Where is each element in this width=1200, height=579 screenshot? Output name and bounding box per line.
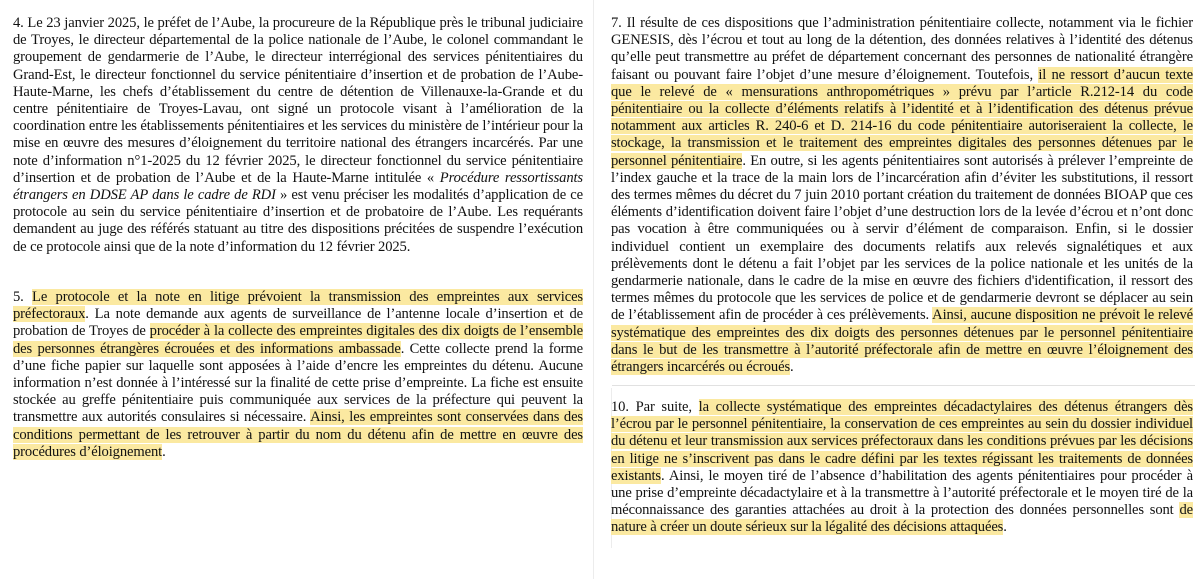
highlight: il ne ressort d’aucun texte que le relevé de « mensurations anthropométriques » prévu par l’article R.212-14 du code pénitentiaire ou la collecte d’éléments relatifs à l’identité et à l’identification des détenus prévue notamment aux articles R. 240-6 et D. 214-16 du code pénitentiaire autoriseraient la collecte, le stockage, la transmission et le traitement des empreintes digitales des personnes détenues par le personnel pénitentiaire <box>611 66 1194 169</box>
paragraph-text: 10. Par suite, <box>611 399 699 415</box>
paragraph-7 <box>611 15 1193 376</box>
divider <box>612 385 1195 386</box>
highlight: Le protocole et la note en litige prévoient la transmission des empreintes aux services préfectoraux <box>13 289 583 323</box>
highlight: la collecte systématique des empreintes décadactylaires des détenus étrangers dès l’écrou par le personnel pénitentiaire, la conservation de ces empreintes au sein du dossier individuel du détenu et leur transmission aux services préfectoraux dans les conditions prévues par les décisions en litige ne s’inscrivent pas dans le cadre défini par les textes régissant les traitements de données existants <box>611 399 1193 484</box>
paragraph-text: . La note demande aux agents de surveillance de l’antenne locale d’insertion et de probation de Troyes de <box>13 306 583 340</box>
paragraph-4-text: 4. Le 23 janvier 2025, le préfet de l’Aube, la procureure de la République près le tribunal judiciaire de Troyes, le directeur départemental de la police nationale de l’Aube, le colonel commandant le groupement de gendarmerie de l’Aube, le directeur interrégional des services pénitentiaires du Grand-Est, le directeur fonctionnel du service pénitentiaire d’insertion et de probation de l’Aube-Haute-Marne, les chefs d’établissement du centre de détention de Villenauxe-la-Grande et du centre pénitentiaire de Troyes-Lavau, ont signé un protocole visant à l’amélioration de la coordination entre les établissements pénitentiaires et les services du ministère de l’intérieur pour la mise en œuvre des mesures d’éloignement du territoire national des étrangers incarcérés. Par une note d’information n°1-2025 du 12 février 2025, le directeur fonctionnel du service pénitentiaire d’insertion et de probation de l’Aube et de la Haute-Marne intitulée « <box>13 15 583 186</box>
paragraph-text: . Ainsi, le moyen tiré de l’absence d’habilitation des agents pénitentiaires pour procéder à une prise d’empreinte décadactylaire et à la transmettre à l’autorité préfectorale et le moyen tiré de la méconnaissance des garanties attachées au droit à la protection des données personnelles sont <box>611 467 1193 519</box>
paragraph-4 <box>13 15 583 256</box>
highlight: de nature à créer un doute sérieux sur la légalité des décisions attaquées <box>611 502 1193 536</box>
paragraph-text: . En outre, si les agents pénitentiaires sont autorisés à prélever l’empreinte de l’index gauche et la trace de la main lors de l’incarcération afin d’éviter les substitutions, il ressort des termes mêmes du décret du 7 juin 2010 portant création du traitement de données BIOAP que ces éléments d’identification doivent faire l’objet d’une destruction lors de la levée d’écrou et n’ont donc pas vocation à être communiquées ou à servir d’élément de comparaison. Enfin, si le dossier individuel contient un exemplaire des documents relatifs aux relevés signalétiques et aux prélèvements dont le détenu a fait l’objet par les services de la police nationale et les unités de la gendarmerie nationale, dans le cadre de la mise en œuvre des fichiers d'identification, il ressort des termes mêmes du protocole que les services de police et de gendarmerie devront se déplacer au sein de l’établissement afin de procéder à ces prélèvements. <box>611 152 1193 324</box>
note-title: Procédure ressortissants étrangers en DDSE AP dans le cadre de RDI <box>13 169 583 204</box>
column-separator <box>593 0 594 579</box>
paragraph-text: . Cette collecte prend la forme d’une fiche papier sur laquelle sont apposées à l’aide d’encre les empreintes du détenu. Aucune information n’est donnée à l’intéressé sur la finalité de cette prise d’empreinte. La fiche est ensuite stockée au greffe pénitentiaire puis communiquée aux services de la préfecture qui peuvent la transmettre aux autorités consulaires si nécessaire. <box>13 340 583 426</box>
paragraph-text: . <box>162 443 166 460</box>
paragraph-text: . <box>790 359 794 376</box>
paragraph-5 <box>13 289 583 461</box>
highlight: procéder à la collecte des empreintes digitales des dix doigts de l’ensemble des personnes étrangères écrouées et des informations ambassade <box>13 323 584 357</box>
paragraph-text: . <box>1003 519 1007 536</box>
highlight: Ainsi, aucune disposition ne prévoit le relevé systématique des empreintes des dix doigts des personnes détenues par le personnel pénitentiaire dans le but de les transmettre à l’autorité préfectorale afin de mettre en œuvre l’éloignement des étrangers incarcérés ou écroués <box>611 307 1193 376</box>
paragraph-text: 7. Il résulte de ces dispositions que l’administration pénitentiaire collecte, notamment via le fichier GENESIS, dès l’écrou et tout au long de la détention, des données relatives à l’identité des détenus qu’elle peut transmettre au préfet de département concernant des personnes de nationalité étrangère faisant ou pouvant faire l’objet d’une mesure d’éloignement. Toutefois, <box>611 15 1193 83</box>
paragraph-10 <box>611 399 1193 537</box>
highlight: Ainsi, les empreintes sont conservées dans des conditions permettant de les retrouver à partir du nom du détenu afin de mettre en œuvre des procédures d’éloignement <box>13 409 583 460</box>
paragraph-5-number: 5. <box>13 289 33 305</box>
paragraph-4-text-end: » est venu préciser les modalités d’application de ce protocole au sein du service pénitentiaire d’insertion et de probatoire de l’Aube. Les requérants demandent au juge des référés statuant au titre des dispositions précitées de suspendre l’exécution de ce protocole ainsi que de la note d’information du 12 février 2025. <box>13 187 584 255</box>
